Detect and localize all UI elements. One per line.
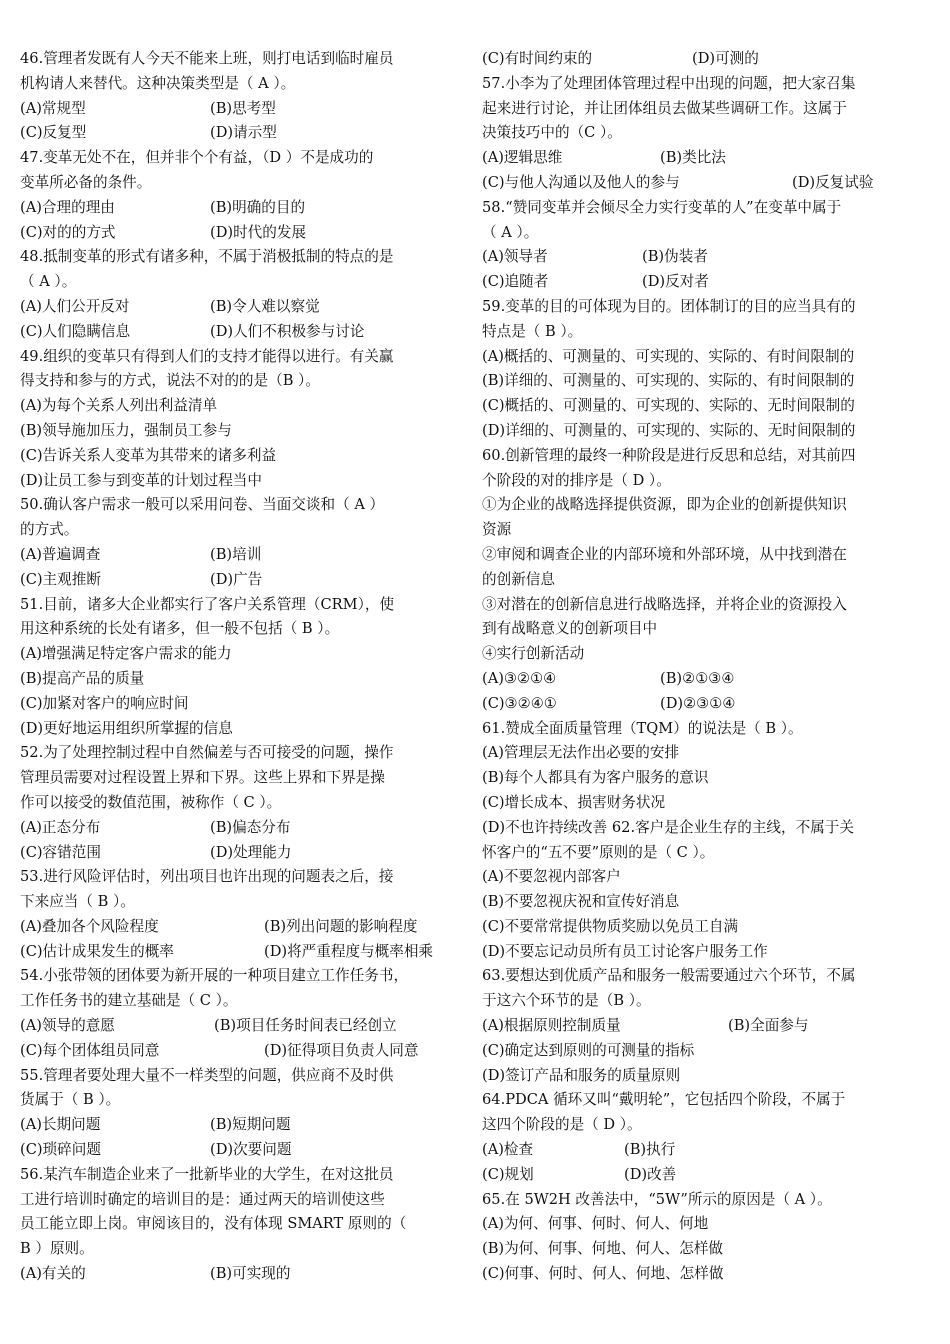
answer-option: (D)时代的发展 bbox=[210, 223, 307, 241]
text-line: 55.管理者要处理大量不一样类型的问题，供应商不及时供 bbox=[20, 1066, 394, 1084]
answer-option: (D)次要问题 bbox=[210, 1141, 292, 1159]
answer-option: (B)伪装者 bbox=[642, 248, 708, 266]
text-line: 管理员需要对过程设置上界和下界。这些上界和下界是操 bbox=[20, 769, 385, 787]
text-line: 决策技巧中的（C ）。 bbox=[482, 124, 622, 142]
answer-option: (B)项目任务时间表已经创立 bbox=[214, 1017, 397, 1035]
text-line: (C)不要常常提供物质奖励以免员工自满 bbox=[482, 917, 739, 935]
text-line: (C)何事、何时、何人、何地、怎样做 bbox=[482, 1265, 724, 1283]
answer-option: (C)反复型 bbox=[20, 124, 87, 142]
text-line: 员工能立即上岗。审阅该目的，没有体现 SMART 原则的（ bbox=[20, 1215, 407, 1233]
text-line: 的创新信息 bbox=[482, 570, 555, 588]
text-line bbox=[482, 1138, 914, 1163]
text-line bbox=[20, 121, 452, 146]
text-line: 56.某汽车制造企业来了一批新毕业的大学生，在对这批员 bbox=[20, 1165, 394, 1183]
text-line: (C)确定达到原则的可测量的指标 bbox=[482, 1041, 695, 1059]
answer-option: (B)类比法 bbox=[660, 149, 726, 167]
text-line: 这四个阶段的是（ D ）。 bbox=[482, 1116, 642, 1134]
text-line bbox=[482, 171, 914, 196]
answer-option: (D)②③①④ bbox=[660, 694, 736, 712]
text-line: (A)为何、何事、何时、何人、何地 bbox=[482, 1215, 709, 1233]
text-line bbox=[20, 97, 452, 122]
text-line: 64.PDCA 循环又叫“戴明轮”，它包括四个阶段，不属于 bbox=[482, 1091, 846, 1109]
answer-option: (D)反复试验 bbox=[792, 173, 874, 191]
text-line bbox=[20, 816, 452, 841]
text-line: (B)提高产品的质量 bbox=[20, 669, 145, 687]
text-line: 63.要想达到优质产品和服务一般需要通过六个环节，不属 bbox=[482, 967, 856, 985]
text-line bbox=[20, 940, 452, 965]
answer-option: (D)征得项目负责人同意 bbox=[264, 1041, 419, 1059]
text-line: B ）原则。 bbox=[20, 1240, 94, 1258]
text-line: (A)增强满足特定客户需求的能力 bbox=[20, 645, 232, 663]
answer-option: (B)令人难以察觉 bbox=[210, 297, 320, 315]
text-line: ③对潜在的创新信息进行战略选择，并将企业的资源投入 bbox=[482, 595, 847, 613]
answer-option: (D)反对者 bbox=[642, 273, 709, 291]
text-line: (C)概括的、可测量的、可实现的、实际的、无时间限制的 bbox=[482, 397, 855, 415]
text-line bbox=[20, 1039, 452, 1064]
answer-option: (A)检查 bbox=[482, 1141, 534, 1159]
answer-option: (C)有时间约束的 bbox=[482, 50, 593, 67]
text-line: 作可以接受的数值范围，被称作（ C ）。 bbox=[20, 793, 282, 811]
text-line: (D)更好地运用组织所掌握的信息 bbox=[20, 719, 233, 737]
answer-option: (C)每个团体组员同意 bbox=[20, 1041, 160, 1059]
text-line: 下来应当（ B ）。 bbox=[20, 893, 135, 911]
text-line: ①为企业的战略选择提供资源，即为企业的创新提供知识 bbox=[482, 496, 847, 514]
answer-option: (C)估计成果发生的概率 bbox=[20, 942, 174, 960]
answer-option: (B)培训 bbox=[210, 545, 262, 563]
text-line: 货属于（ B ）。 bbox=[20, 1091, 121, 1109]
answer-option: (B)可实现的 bbox=[210, 1265, 291, 1283]
answer-option: (B)思考型 bbox=[210, 99, 276, 117]
text-line bbox=[482, 270, 914, 295]
text-line bbox=[482, 146, 914, 171]
text-line bbox=[482, 47, 914, 72]
answer-option: (A)长期问题 bbox=[20, 1116, 101, 1134]
answer-option: (A)普遍调查 bbox=[20, 545, 101, 563]
answer-option: (A)③②①④ bbox=[482, 669, 557, 687]
text-line bbox=[20, 568, 452, 593]
answer-option: (A)合理的理由 bbox=[20, 198, 115, 216]
text-line: 个阶段的对的排序是（ D ）。 bbox=[482, 471, 671, 489]
text-line: (A)概括的、可测量的、可实现的、实际的、有时间限制的 bbox=[482, 347, 855, 365]
text-line: (C)加紧对客户的响应时间 bbox=[20, 694, 189, 712]
text-line: 54.小张带领的团体要为新开展的一种项目建立工作任务书， bbox=[20, 967, 409, 985]
text-line: (C)增长成本、损害财务状况 bbox=[482, 793, 666, 811]
text-line: 到有战略意义的创新项目中 bbox=[482, 620, 658, 638]
text-line bbox=[20, 1138, 452, 1163]
answer-option: (B)全面参与 bbox=[728, 1017, 809, 1035]
answer-option: (C)③②④① bbox=[482, 694, 557, 712]
answer-option: (A)正态分布 bbox=[20, 818, 101, 836]
answer-option: (B)执行 bbox=[624, 1141, 676, 1159]
answer-option: (C)人们隐瞒信息 bbox=[20, 322, 131, 340]
text-line bbox=[20, 295, 452, 320]
answer-option: (A)常规型 bbox=[20, 99, 86, 117]
answer-option: (C)规划 bbox=[482, 1165, 534, 1183]
text-line bbox=[482, 1014, 914, 1039]
text-line: ④实行创新活动 bbox=[482, 645, 585, 663]
text-line: 的方式。 bbox=[20, 521, 79, 539]
text-line: 49.组织的变革只有得到人们的支持才能得以进行。有关赢 bbox=[20, 347, 394, 365]
text-line: (B)领导施加压力，强制员工参与 bbox=[20, 421, 232, 439]
right-column bbox=[482, 47, 914, 1287]
text-line: (D)签订产品和服务的质量原则 bbox=[482, 1066, 681, 1084]
text-line: 52.为了处理控制过程中自然偏差与否可接受的问题，操作 bbox=[20, 744, 394, 762]
text-line: (A)为每个关系人列出利益清单 bbox=[20, 397, 218, 415]
text-line bbox=[20, 543, 452, 568]
text-line: 资源 bbox=[482, 521, 512, 539]
text-line: 57.小李为了处理团体管理过程中出现的问题，把大家召集 bbox=[482, 74, 856, 92]
text-line bbox=[20, 915, 452, 940]
text-line: 工进行培训时确定的培训目的是：通过两天的培训使这些 bbox=[20, 1190, 385, 1208]
answer-option: (D)可测的 bbox=[692, 50, 759, 67]
text-line bbox=[20, 841, 452, 866]
answer-option: (C)与他人沟通以及他人的参与 bbox=[482, 173, 680, 191]
answer-option: (D)改善 bbox=[624, 1165, 677, 1183]
text-line bbox=[20, 1113, 452, 1138]
answer-option: (B)短期问题 bbox=[210, 1116, 291, 1134]
text-line bbox=[482, 667, 914, 692]
text-line: 50.确认客户需求一般可以采用问卷、当面交谈和（ A ） bbox=[20, 496, 385, 514]
text-line bbox=[20, 221, 452, 246]
text-line bbox=[482, 692, 914, 717]
text-line: 特点是（ B ）。 bbox=[482, 322, 583, 340]
text-line: (A)管理层无法作出必要的安排 bbox=[482, 744, 680, 762]
text-line: (D)让员工参与到变革的计划过程当中 bbox=[20, 471, 262, 489]
answer-option: (A)有关的 bbox=[20, 1265, 86, 1283]
text-line: 61.赞成全面质量管理（TQM）的说法是（ B ）。 bbox=[482, 719, 803, 737]
text-line: 怀客户的“五不要”原则的是（ C ）。 bbox=[482, 843, 715, 861]
text-line: 工作任务书的建立基础是（ C ）。 bbox=[20, 992, 238, 1010]
answer-option: (A)根据原则控制质量 bbox=[482, 1017, 621, 1035]
text-line: 53.进行风险评估时，列出项目也许出现的问题表之后，接 bbox=[20, 868, 394, 886]
text-line bbox=[20, 196, 452, 221]
answer-option: (C)琐碎问题 bbox=[20, 1141, 101, 1159]
text-line: (D)不要忘记动员所有员工讨论客户服务工作 bbox=[482, 942, 768, 960]
text-line bbox=[20, 320, 452, 345]
answer-option: (A)叠加各个风险程度 bbox=[20, 917, 159, 935]
left-column bbox=[20, 47, 452, 1287]
answer-option: (B)列出问题的影响程度 bbox=[264, 917, 418, 935]
text-line bbox=[20, 1262, 452, 1287]
text-line bbox=[20, 1014, 452, 1039]
answer-option: (D)处理能力 bbox=[210, 843, 292, 861]
text-line: 59.变革的目的可体现为目的。团体制订的目的应当具有的 bbox=[482, 297, 856, 315]
text-line bbox=[482, 1163, 914, 1188]
answer-option: (C)主观推断 bbox=[20, 570, 101, 588]
answer-option: (D)将严重程度与概率相乘 bbox=[264, 942, 434, 960]
text-line: (B)不要忽视庆祝和宣传好消息 bbox=[482, 893, 680, 911]
text-line: 58.“赞同变革并会倾尽全力实行变革的人”在变革中属于 bbox=[482, 198, 842, 216]
answer-option: (A)逻辑思维 bbox=[482, 149, 563, 167]
text-line: (B)每个人都具有为客户服务的意识 bbox=[482, 769, 709, 787]
answer-option: (C)追随者 bbox=[482, 273, 549, 291]
answer-option: (A)人们公开反对 bbox=[20, 297, 130, 315]
text-line: 60.创新管理的最终一种阶段是进行反思和总结，对其前四 bbox=[482, 446, 856, 464]
text-line: ②审阅和调查企业的内部环境和外部环境，从中找到潜在 bbox=[482, 545, 847, 563]
answer-option: (B)偏态分布 bbox=[210, 818, 291, 836]
answer-option: (C)对的的方式 bbox=[20, 223, 116, 241]
text-line: 48.抵制变革的形式有诸多种，不属于消极抵制的特点的是 bbox=[20, 248, 394, 266]
answer-option: (A)领导者 bbox=[482, 248, 548, 266]
text-line bbox=[482, 245, 914, 270]
answer-option: (D)请示型 bbox=[210, 124, 277, 142]
text-line: 变革所必备的条件。 bbox=[20, 173, 152, 191]
answer-option: (C)容错范围 bbox=[20, 843, 101, 861]
answer-option: (B)明确的目的 bbox=[210, 198, 306, 216]
text-line: 机构请人来替代。这种决策类型是（ A ）。 bbox=[20, 74, 296, 92]
answer-option: (B)②①③④ bbox=[660, 669, 735, 687]
text-line: 46.管理者发既有人今天不能来上班，则打电话到临时雇员 bbox=[20, 50, 394, 67]
text-line: (D)不也许持续改善 62.客户是企业生存的主线，不属于关 bbox=[482, 818, 855, 836]
text-line: (A)不要忽视内部客户 bbox=[482, 868, 621, 886]
text-line: 于这六个环节的是（B ）。 bbox=[482, 992, 651, 1010]
text-line: 用这种系统的长处有诸多，但一般不包括（ B ）。 bbox=[20, 620, 340, 638]
answer-option: (D)广告 bbox=[210, 570, 263, 588]
answer-option: (A)领导的意愿 bbox=[20, 1017, 115, 1035]
text-line: 65.在 5W2H 改善法中，“5W”所示的原因是（ A ）。 bbox=[482, 1190, 832, 1208]
text-line: (B)详细的、可测量的、可实现的、实际的、有时间限制的 bbox=[482, 372, 855, 390]
text-line: (D)详细的、可测量的、可实现的、实际的、无时间限制的 bbox=[482, 421, 856, 439]
text-line: 51.目前，诸多大企业都实行了客户关系管理（CRM），使 bbox=[20, 595, 395, 613]
text-line: （ A ）。 bbox=[20, 273, 77, 291]
text-line: (B)为何、何事、何地、何人、怎样做 bbox=[482, 1240, 724, 1258]
text-line: (C)告诉关系人变革为其带来的诸多利益 bbox=[20, 446, 277, 464]
text-line: 47.变革无处不在，但并非个个有益，（D ）不是成功的 bbox=[20, 149, 374, 167]
text-line: 得支持和参与的方式，说法不对的的是（B ）。 bbox=[20, 372, 320, 390]
text-line: （ A ）。 bbox=[482, 223, 539, 241]
answer-option: (D)人们不积极参与讨论 bbox=[210, 322, 365, 340]
text-line: 起来进行讨论，并让团体组员去做某些调研工作。这属于 bbox=[482, 99, 847, 117]
